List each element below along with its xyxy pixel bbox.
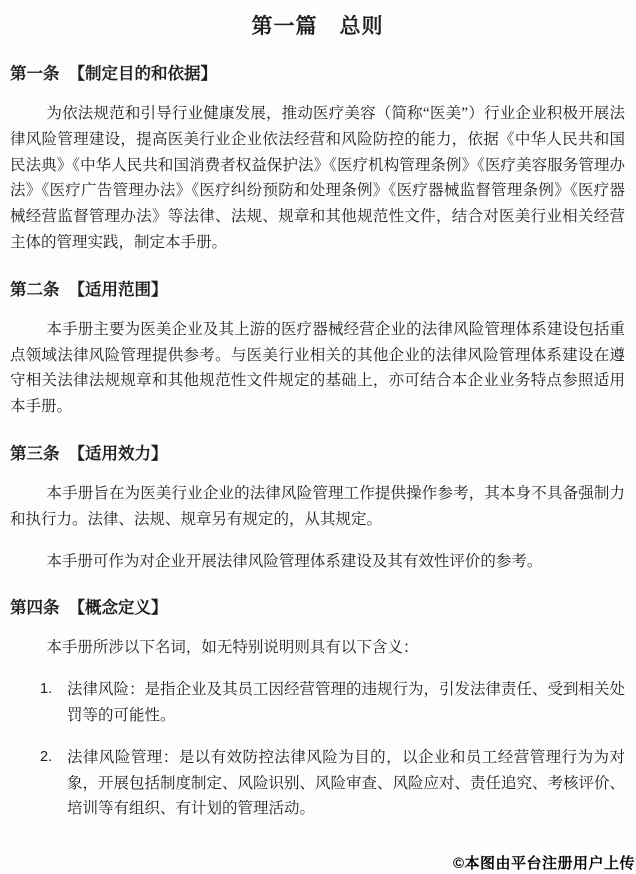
article-4-paragraph: 本手册所涉以下名词，如无特别说明则具有以下含义： <box>46 639 419 657</box>
article-2-title: 【适用范围】 <box>68 279 168 299</box>
article-4-heading <box>10 597 625 619</box>
definition-2-number: 2. <box>40 748 53 765</box>
definition-item-1 <box>40 677 625 729</box>
document-title: 第一篇 总则 <box>251 14 384 38</box>
article-2 <box>10 279 625 420</box>
definition-1-text: 法律风险：是指企业及其员工因经营管理的违规行为，引发法律责任、受到相关处罚等的可能性。 <box>67 681 626 724</box>
article-4 <box>10 597 625 822</box>
article-1-paragraph: 为依法规范和引导行业健康发展，推动医疗美容（简称“医美”）行业企业积极开展法律风险管理建设，提高医美行业企业依法经营和风险防控的能力，依据《中华人民共和国民法典》《中华人民共和国消费者权益保护法》《医疗机构管理条例》《医疗美容服务管理办法》《医疗广告管理办法》《医疗纠纷预防和处理条例》《医疗器械监督管理条例》《医疗器械经营监督管理办法》等法律、法规、规章和其他规范性文件，结合对医美行业相关经营主体的管理实践，制定本手册。 <box>10 105 625 251</box>
article-2-paragraph: 本手册主要为医美企业及其上游的医疗器械经营企业的法律风险管理体系建设包括重点领域法律风险管理提供参考。与医美行业相关的其他企业的法律风险管理体系建设在遵守相关法律法规规章和其他规范性文件规定的基础上，亦可结合本企业业务特点参照适用本手册。 <box>10 320 625 416</box>
definition-1-number: 1. <box>40 681 53 698</box>
article-3-paragraph-2: 本手册可作为对企业开展法律风险管理体系建设及其有效性评价的参考。 <box>46 552 543 570</box>
definition-2-text: 法律风险管理：是以有效防控法律风险为目的，以企业和员工经营管理行为为对象，开展包括制度制定、风险识别、风险审查、风险应对、责任追究、考核评价、培训等有组织、有计划的管理活动。 <box>67 748 626 818</box>
article-1-heading <box>10 63 625 85</box>
article-3 <box>10 443 625 574</box>
article-3-heading <box>10 443 625 465</box>
article-3-paragraph-1: 本手册旨在为医美行业企业的法律风险管理工作提供操作参考，其本身不具备强制力和执行力。法律、法规、规章另有规定的，从其规定。 <box>10 484 625 528</box>
article-3-title: 【适用效力】 <box>68 443 168 463</box>
definitions-list <box>10 677 625 822</box>
article-1 <box>10 63 625 256</box>
definition-item-2 <box>40 745 625 822</box>
article-2-heading <box>10 279 625 301</box>
article-3-number: 第三条 <box>10 443 60 463</box>
watermark: ©本图由平台注册用户上传 <box>452 855 635 872</box>
article-1-title: 【制定目的和依据】 <box>68 64 217 83</box>
article-1-number: 第一条 <box>10 64 60 83</box>
article-4-number: 第四条 <box>10 598 60 618</box>
article-4-title: 【概念定义】 <box>68 598 168 618</box>
article-2-number: 第二条 <box>10 279 60 299</box>
